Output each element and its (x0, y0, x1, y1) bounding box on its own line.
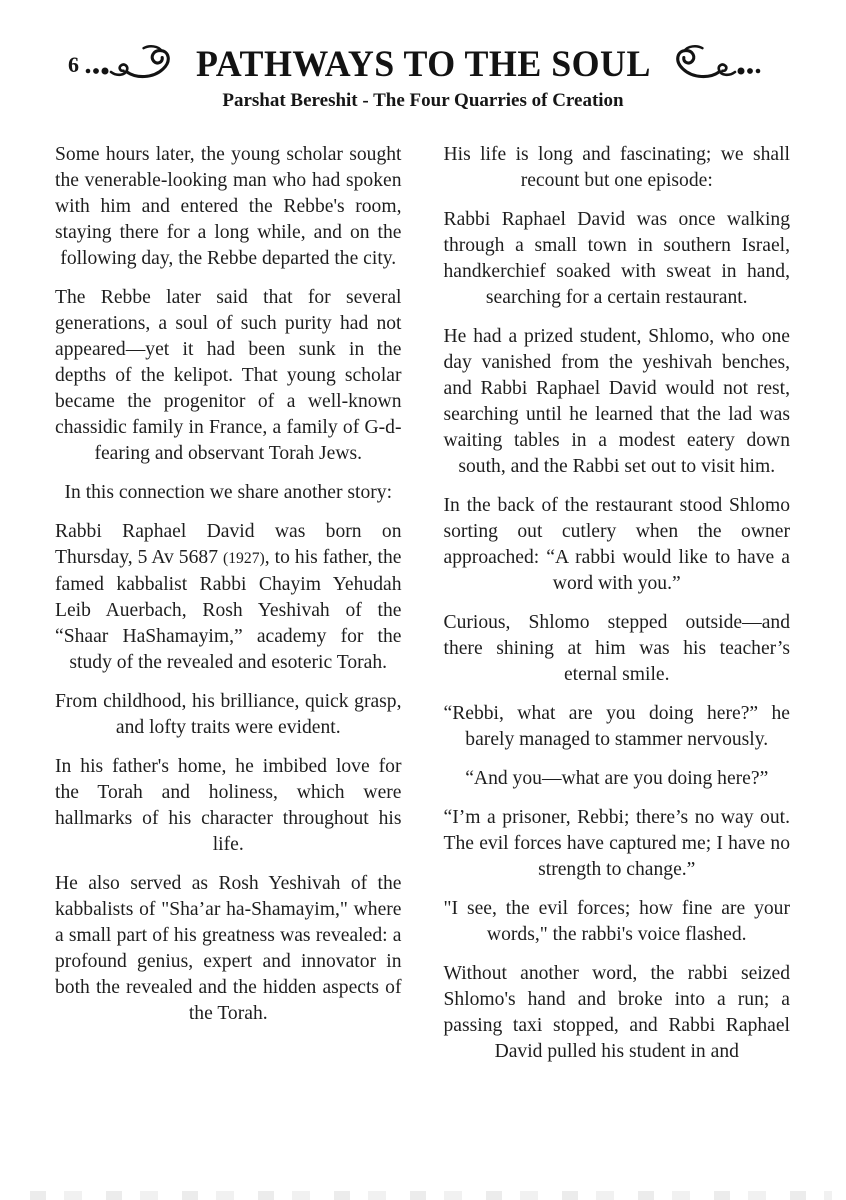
paragraph: He also served as Rosh Yeshivah of the kabbalists of "Sha’ar ha-Shamayim," where a small part of his greatness was revealed: a profound genius, expert and innovator in both the revealed and the hidden aspects of the Torah. (55, 873, 402, 1024)
inline-small-text: (1927) (222, 550, 265, 567)
page-header (0, 0, 846, 112)
paragraph: Without another word, the rabbi seized Shlomo's hand and broke into a run; a passing taxi stopped, and Rabbi Raphael David pulled his student in and (443, 963, 790, 1062)
paragraph: “And you—what are you doing here?” (465, 768, 769, 789)
right-column (444, 142, 791, 1078)
inline-text: , to his father, the famed kabbalist Rabbi Chayim Yehudah Leib Auerbach, Rosh Yeshivah of the “Shaar HaShamayim,” academy for the study of the revealed and esoteric Torah. (55, 547, 402, 673)
paragraph: He had a prized student, Shlomo, who one day vanished from the yeshivah benches, and Rabbi Raphael David would not rest, searching until he learned that the lad was waiting tables in a modest eatery down south, and the Rabbi set out to visit him. (443, 326, 790, 477)
paragraph: "I see, the evil forces; how fine are your words," the rabbi's voice flashed. (443, 898, 790, 945)
two-column-body (0, 112, 846, 1078)
paragraph: In the back of the restaurant stood Shlomo sorting out cutlery when the owner approached: “A rabbi would like to have a word with you.” (443, 495, 790, 594)
title-row (0, 44, 846, 84)
flourish-ornament-left-icon (83, 44, 179, 84)
paragraph: “Rebbi, what are you doing here?” he barely managed to stammer nervously. (443, 703, 790, 750)
page-number: 6 (68, 52, 79, 77)
paragraph (55, 519, 402, 676)
paragraph: Some hours later, the young scholar sought the venerable-looking man who had spoken with him and entered the Rebbe's room, staying there for a long while, and on the following day, the Rebbe departed the city. (55, 144, 402, 269)
page-title: PATHWAYS TO THE SOUL (195, 43, 651, 85)
paragraph: The Rebbe later said that for several generations, a soul of such purity had not appeared—yet it had been sunk in the depths of the kelipot. That young scholar became the progenitor of a well-known chassidic family in France, a family of G-d-fearing and observant Torah Jews. (55, 287, 402, 464)
page-bottom-scan-artifact (30, 1191, 832, 1200)
paragraph: In this connection we share another story: (64, 482, 393, 503)
inline-text: Rabbi Raphael David was born on Thursday, 5 Av 5687 (55, 521, 402, 568)
flourish-ornament-right-icon (667, 44, 763, 84)
left-column (55, 142, 402, 1078)
page-subtitle: Parshat Bereshit - The Four Quarries of Creation (222, 90, 624, 111)
paragraph: From childhood, his brilliance, quick grasp, and lofty traits were evident. (55, 691, 402, 738)
paragraph: “I’m a prisoner, Rebbi; there’s no way out. The evil forces have captured me; I have no strength to change.” (443, 807, 790, 880)
paragraph: In his father's home, he imbibed love for the Torah and holiness, which were hallmarks of his character throughout his life. (55, 756, 402, 855)
paragraph: Curious, Shlomo stepped outside—and there shining at him was his teacher’s eternal smile. (443, 612, 790, 685)
paragraph: His life is long and fascinating; we shall recount but one episode: (443, 144, 790, 191)
paragraph: Rabbi Raphael David was once walking through a small town in southern Israel, handkerchief soaked with sweat in hand, searching for a certain restaurant. (443, 209, 790, 308)
